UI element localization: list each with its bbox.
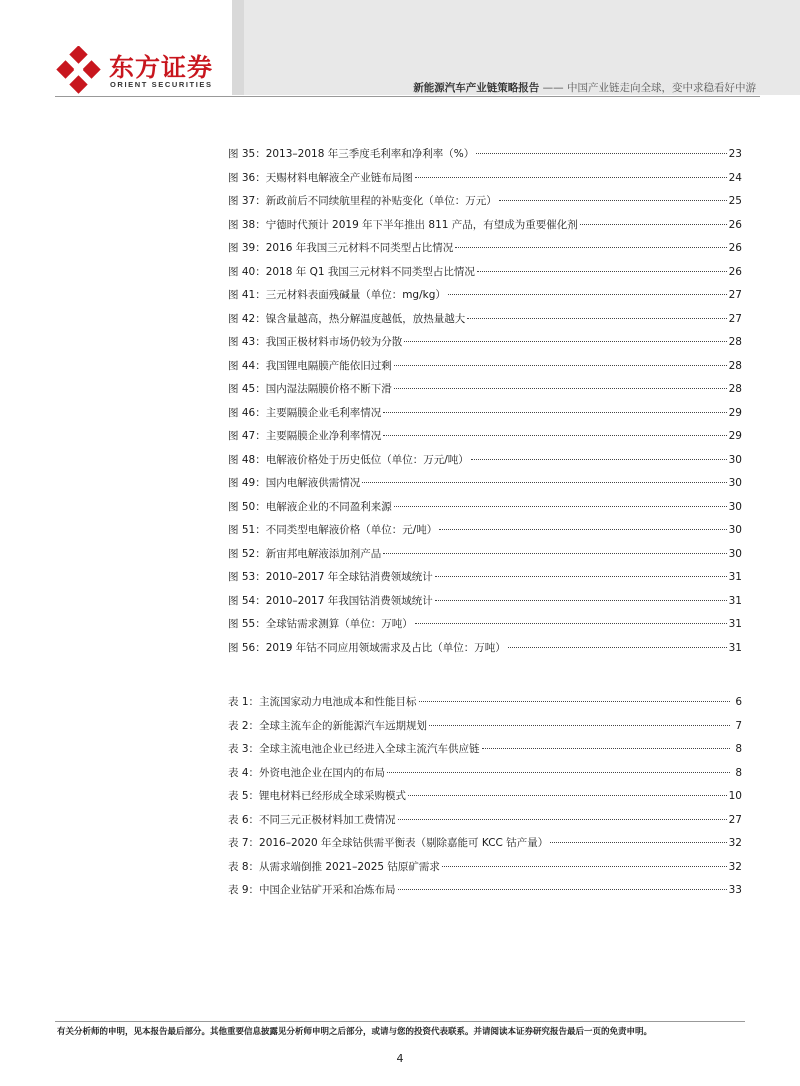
table-entry[interactable]	[228, 766, 742, 790]
figure-entry-label: 图 54：2010–2017 年我国钴消费领域统计	[228, 594, 433, 607]
dot-leader	[482, 748, 730, 749]
figure-entry-page: 30	[728, 547, 742, 560]
table-entry-page: 33	[728, 884, 742, 896]
table-entry-page: 10	[728, 790, 742, 802]
table-entry-label: 表 7：2016–2020 年全球钴供需平衡表（剔除嘉能可 KCC 钴产量）	[228, 837, 549, 849]
figure-entry-label: 图 38：宁德时代预计 2019 年下半年推出 811 产品，有望成为重要催化剂	[228, 218, 578, 231]
dot-leader	[435, 600, 727, 601]
footer-divider	[55, 1021, 745, 1022]
figure-entry[interactable]	[228, 265, 742, 289]
logo-english-name: ORIENT SECURITIES	[110, 80, 213, 89]
figure-entry[interactable]	[228, 641, 742, 665]
table-entry[interactable]	[228, 883, 742, 907]
dot-leader	[467, 318, 726, 319]
dot-leader	[435, 576, 727, 577]
figure-entry-page: 31	[728, 618, 742, 630]
table-entry-label: 表 8：从需求端倒推 2021–2025 钴原矿需求	[228, 860, 440, 873]
figure-entry-page: 29	[728, 406, 742, 419]
dot-leader	[408, 795, 727, 796]
report-title-dash: ——	[539, 82, 567, 94]
figure-entry[interactable]	[228, 241, 742, 265]
table-entry-page: 6	[735, 696, 742, 708]
figure-entry[interactable]	[228, 147, 742, 171]
table-entry-label: 表 4：外资电池企业在国内的布局	[228, 766, 386, 779]
dot-leader	[362, 482, 726, 483]
figure-entry[interactable]	[228, 194, 742, 218]
figure-entry-label: 图 49：国内电解液供需情况	[228, 477, 361, 489]
figure-entry-label: 图 55：全球钴需求测算（单位：万吨）	[228, 618, 413, 630]
figure-entry-page: 28	[728, 359, 742, 372]
table-entry[interactable]	[228, 719, 742, 743]
figure-entry-label: 图 41：三元材料表面残碱量（单位：mg/kg）	[228, 289, 446, 301]
table-entry-label: 表 9：中国企业钴矿开采和冶炼布局	[228, 884, 396, 896]
figure-entry-page: 29	[728, 430, 742, 442]
figure-entry[interactable]	[228, 288, 742, 312]
figure-entry-label: 图 36：天赐材料电解液全产业链布局图	[228, 171, 413, 184]
figure-entry[interactable]	[228, 617, 742, 641]
figure-entry-page: 27	[728, 312, 742, 325]
figure-entry-page: 28	[728, 383, 742, 395]
figure-entry[interactable]	[228, 429, 742, 453]
figure-entry-label: 图 53：2010–2017 年全球钴消费领域统计	[228, 571, 433, 583]
report-header-title	[413, 80, 756, 95]
figure-entry[interactable]	[228, 547, 742, 571]
figure-entry-label: 图 46：主要隔膜企业毛利率情况	[228, 406, 382, 419]
table-entry[interactable]	[228, 742, 742, 766]
figure-entry-label: 图 37：新政前后不同续航里程的补贴变化（单位：万元）	[228, 195, 497, 207]
figure-entry-page: 27	[728, 289, 742, 301]
dot-leader	[429, 725, 730, 726]
table-entry-label: 表 3：全球主流电池企业已经进入全球主流汽车供应链	[228, 743, 480, 755]
figure-entry-page: 31	[728, 594, 742, 607]
figure-entry-page: 30	[728, 453, 742, 466]
figure-entry[interactable]	[228, 335, 742, 359]
figure-entry-page: 26	[728, 218, 742, 231]
figure-entry-page: 31	[728, 571, 742, 583]
dot-leader	[419, 701, 730, 702]
figure-entry-page: 30	[728, 524, 742, 536]
figure-entry-page: 23	[728, 148, 742, 160]
figure-entry-page: 28	[728, 336, 742, 348]
dot-leader	[476, 153, 726, 154]
table-list	[228, 695, 742, 907]
logo-chinese-name: 东方证券	[109, 53, 214, 82]
table-entry-label: 表 2：全球主流车企的新能源汽车远期规划	[228, 719, 428, 732]
figure-entry-label: 图 48：电解液价格处于历史低位（单位：万元/吨）	[228, 453, 469, 466]
figure-entry-label: 图 40：2018 年 Q1 我国三元材料不同类型占比情况	[228, 265, 475, 278]
dot-leader	[383, 412, 726, 413]
figure-entry[interactable]	[228, 406, 742, 430]
table-entry-page: 8	[735, 766, 742, 779]
figure-entry-page: 30	[728, 477, 742, 489]
figure-entry-label: 图 47：主要隔膜企业净利率情况	[228, 430, 382, 442]
figure-entry-label: 图 42：镍含量越高，热分解温度越低，放热量越大	[228, 312, 466, 325]
figure-entry-label: 图 45：国内湿法隔膜价格不断下滑	[228, 383, 392, 395]
figure-entry[interactable]	[228, 594, 742, 618]
dot-leader	[394, 506, 727, 507]
figure-entry[interactable]	[228, 218, 742, 242]
dot-leader	[383, 553, 726, 554]
dot-leader	[398, 819, 727, 820]
figure-entry-label: 图 39：2016 年我国三元材料不同类型占比情况	[228, 242, 454, 254]
figure-entry-page: 31	[728, 641, 742, 654]
figure-entry-label: 图 35：2013–2018 年三季度毛利率和净利率（%）	[228, 148, 475, 160]
figure-entry[interactable]	[228, 453, 742, 477]
figure-entry[interactable]	[228, 523, 742, 547]
figure-entry-page: 26	[728, 265, 742, 278]
figure-entry[interactable]	[228, 570, 742, 594]
table-entry[interactable]	[228, 813, 742, 837]
table-entry-page: 27	[728, 813, 742, 826]
dot-leader	[398, 889, 727, 890]
figure-entry[interactable]	[228, 500, 742, 524]
figure-entry-label: 图 50：电解液企业的不同盈利来源	[228, 500, 392, 513]
table-entry-page: 32	[728, 860, 742, 873]
dot-leader	[499, 200, 727, 201]
dot-leader	[404, 341, 726, 342]
dot-leader	[508, 647, 727, 648]
table-entry[interactable]	[228, 695, 742, 719]
dot-leader	[448, 294, 727, 295]
figure-entry-label: 图 56：2019 年钴不同应用领域需求及占比（单位：万吨）	[228, 641, 506, 654]
table-entry[interactable]	[228, 860, 742, 884]
figure-entry-page: 25	[728, 195, 742, 207]
table-entry-label: 表 1：主流国家动力电池成本和性能目标	[228, 696, 417, 708]
dot-leader	[580, 224, 727, 225]
table-entry-page: 32	[728, 837, 742, 849]
table-entry[interactable]	[228, 789, 742, 813]
figure-entry[interactable]	[228, 476, 742, 500]
report-title: 新能源汽车产业链策略报告	[413, 82, 540, 94]
figure-entry-label: 图 43：我国正极材料市场仍较为分散	[228, 336, 403, 348]
dot-leader	[415, 623, 727, 624]
figure-entry-page: 30	[728, 500, 742, 513]
page-number: 4	[396, 1052, 404, 1065]
table-entry-page: 8	[735, 743, 742, 755]
figure-list	[228, 147, 742, 664]
table-entry[interactable]	[228, 836, 742, 860]
dot-leader	[439, 529, 726, 530]
dot-leader	[394, 388, 727, 389]
dot-leader	[394, 365, 727, 366]
dot-leader	[415, 177, 727, 178]
table-entry-page: 7	[735, 719, 742, 732]
figure-entry[interactable]	[228, 359, 742, 383]
report-subtitle: 中国产业链走向全球，变中求稳看好中游	[567, 82, 756, 94]
dot-leader	[442, 866, 727, 867]
figure-entry-page: 26	[728, 242, 742, 254]
figure-entry-page: 24	[728, 171, 742, 184]
dot-leader	[455, 247, 726, 248]
dot-leader	[477, 271, 727, 272]
figure-entry[interactable]	[228, 382, 742, 406]
figure-entry[interactable]	[228, 171, 742, 195]
orient-logo-icon	[55, 46, 103, 94]
figure-entry-label: 图 52：新宙邦电解液添加剂产品	[228, 547, 382, 560]
dot-leader	[383, 435, 726, 436]
table-entry-label: 表 5：锂电材料已经形成全球采购模式	[228, 790, 407, 802]
dot-leader	[550, 842, 726, 843]
header-divider	[55, 96, 760, 97]
figure-entry[interactable]	[228, 312, 742, 336]
dot-leader	[471, 459, 727, 460]
dot-leader	[387, 772, 730, 773]
table-entry-label: 表 6：不同三元正极材料加工费情况	[228, 813, 396, 826]
figure-entry-label: 图 44：我国锂电隔膜产能依旧过剩	[228, 359, 392, 372]
footer-disclaimer: 有关分析师的申明，见本报告最后部分。其他重要信息披露见分析师申明之后部分，或请与您的投资代表联系。并请阅读本证券研究报告最后一页的免责申明。	[57, 1027, 653, 1037]
company-logo	[55, 46, 235, 96]
figure-entry-label: 图 51：不同类型电解液价格（单位：元/吨）	[228, 524, 438, 536]
